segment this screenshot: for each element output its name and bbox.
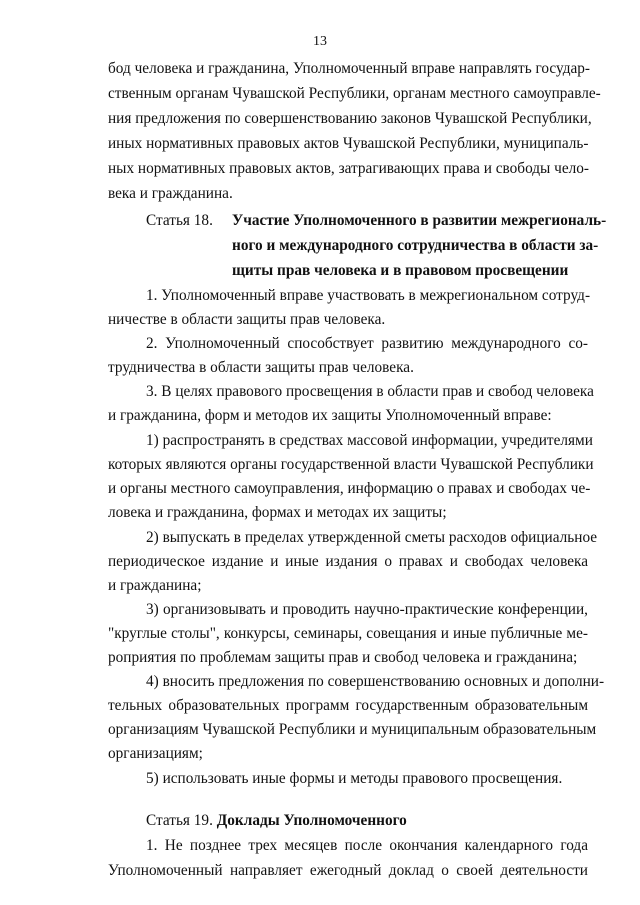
article-18-line: и гражданина; [108, 577, 202, 594]
article-18-line: трудничества в области защиты прав человека. [108, 359, 414, 376]
article-18-line: организациям; [108, 745, 203, 762]
article-18-line: 5) использовать иные формы и методы правового просвещения. [146, 770, 563, 787]
article-18-title-line: Участие Уполномоченного в развитии межрегиональ- [232, 212, 607, 229]
article-18-title-line: щиты прав человека и в правовом просвещении [232, 262, 569, 279]
intro-line: ния предложения по совершенствованию законов Чувашской Республики, [108, 110, 592, 127]
article-18-label: Статья 18. [146, 212, 213, 229]
article-18-line: которых являются органы государственной власти Чувашской Республики [108, 456, 594, 473]
article-19-heading [146, 810, 407, 832]
intro-line: века и гражданина. [108, 185, 233, 202]
article-18-line: 3) организовывать и проводить научно-практические конференции, [146, 601, 588, 618]
article-18-line: "круглые столы", конкурсы, семинары, совещания и иные публичные ме- [108, 625, 588, 642]
article-18-line: 2) выпускать в пределах утвержденной сметы расходов официальное [146, 529, 598, 546]
article-19-title: Доклады Уполномоченного [216, 812, 407, 829]
article-18-title-line: ного и международного сотрудничества в области за- [232, 237, 599, 254]
page-number: 13 [313, 34, 327, 49]
intro-line: иных нормативных правовых актов Чувашской Республики, муниципаль- [108, 135, 589, 152]
article-19-line: Уполномоченный направляет ежегодный доклад о своей деятельности [108, 862, 588, 879]
article-18-line: 4) вносить предложения по совершенствованию основных и дополни- [146, 673, 605, 690]
article-18-line: 1. Уполномоченный вправе участвовать в межрегиональном сотруд- [146, 287, 591, 304]
article-18-line: и гражданина, форм и методов их защиты Уполномоченный вправе: [108, 407, 552, 424]
article-18-line: тельных образовательных программ государственным образовательным [108, 697, 588, 714]
article-18-line: ловека и гражданина, формах и методах их защиты; [108, 504, 447, 521]
article-18-line: 1) распространять в средствах массовой информации, учредителями [146, 432, 593, 449]
intro-line: ных нормативных правовых актов, затрагивающих права и свободы чело- [108, 160, 590, 177]
article-18-line: и органы местного самоуправления, информацию о правах и свободах че- [108, 480, 591, 497]
article-18-line: роприятия по проблемам защиты прав и свобод человека и гражданина; [108, 649, 578, 666]
article-18-line: организациям Чувашской Республики и муниципальным образовательным [108, 721, 597, 738]
article-19-line: 1. Не позднее трех месяцев после окончания календарного года [146, 837, 588, 854]
article-18-line: периодическое издание и иные издания о правах и свободах человека [108, 553, 588, 570]
article-18-line: 3. В целях правового просвещения в области прав и свобод человека [146, 383, 594, 400]
intro-line: бод человека и гражданина, Уполномоченный вправе направлять государ- [108, 60, 591, 77]
article-18-line: ничестве в области защиты прав человека. [108, 311, 386, 328]
article-19-label: Статья 19. [146, 812, 213, 829]
intro-line: ственным органам Чувашской Республики, органам местного самоуправле- [108, 85, 601, 102]
article-18-line: 2. Уполномоченный способствует развитию международного со- [146, 335, 588, 352]
